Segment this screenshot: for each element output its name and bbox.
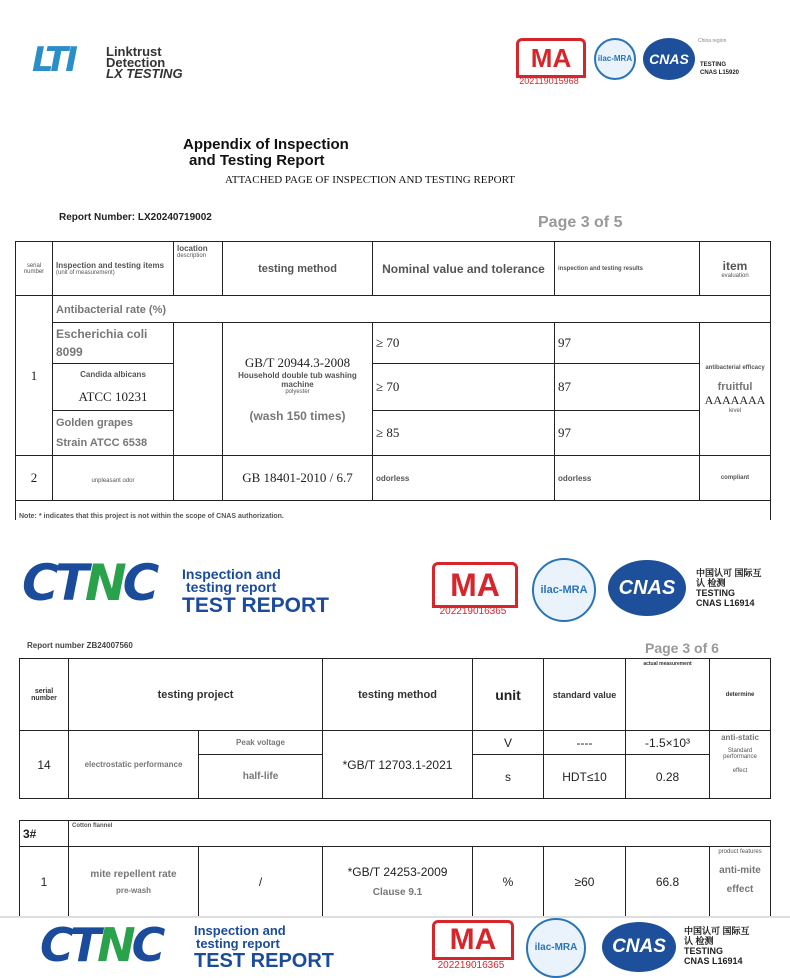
linktrust-logo-text: LTI xyxy=(32,40,75,80)
ctc-report-header-repeat xyxy=(0,918,790,978)
ma-certification-icon xyxy=(516,38,586,78)
table-row xyxy=(16,411,771,456)
standard-2: HDT≤10 xyxy=(544,755,626,799)
ma-certification-icon: MA xyxy=(432,562,518,608)
header-item-evaluation: item evaluation xyxy=(700,242,771,296)
method-cell: GB/T 20944.3-2008 Household double tub washing machine polyester (wash 150 times) xyxy=(223,323,373,456)
ctc-logo: CTNC xyxy=(40,918,162,972)
company-line-3: LX TESTING xyxy=(106,66,183,81)
antibacterial-rate-label: Antibacterial rate (%) xyxy=(53,296,771,323)
location-cell xyxy=(174,456,223,501)
table-row xyxy=(16,323,771,364)
header-nominal: Nominal value and tolerance xyxy=(373,242,555,296)
header-serial: serial number xyxy=(16,242,53,296)
cnas-code: CNAS L15920 xyxy=(700,70,740,76)
standard-1: ---- xyxy=(544,731,626,755)
table-row xyxy=(16,456,771,501)
method-cell: *GB/T 24253-2009 Clause 9.1 xyxy=(323,847,473,917)
row-number: 14 xyxy=(20,731,69,799)
cnas-region: China region xyxy=(698,38,727,44)
sample-description: Cotton flannel xyxy=(69,821,771,847)
header-method: testing method xyxy=(323,659,473,731)
ctc-test-report xyxy=(0,548,790,918)
ma-mark: MA xyxy=(530,43,572,73)
ctc-logo: CTNC xyxy=(22,554,156,612)
ilac-mra-icon: ilac-MRA xyxy=(532,558,596,622)
table-row xyxy=(20,731,771,755)
linktrust-company-name xyxy=(106,46,183,79)
unit-s: s xyxy=(473,755,544,799)
nominal-odor: odorless xyxy=(373,456,555,501)
odor-item-cell: unpleasant odor xyxy=(53,456,174,501)
header-determine: determine xyxy=(710,659,771,731)
row-number: 1 xyxy=(16,296,53,456)
row-number: 1 xyxy=(20,847,69,917)
header-results: inspection and testing results xyxy=(555,242,700,296)
page-indicator: Page 3 of 5 xyxy=(538,214,623,231)
candida-cell: Candida albicans ATCC 10231 xyxy=(53,364,174,411)
electrostatic-cell: electrostatic performance xyxy=(69,731,199,799)
header-items: Inspection and testing items (unit of measurement) xyxy=(53,242,174,296)
header-serial: serial number xyxy=(20,659,69,731)
header-method: testing method xyxy=(223,242,373,296)
evaluation-odor: compliant xyxy=(700,456,771,501)
half-life-cell: half-life xyxy=(199,755,323,799)
golden-grapes-cell: Golden grapes Strain ATCC 6538 xyxy=(53,411,174,456)
location-cell xyxy=(174,323,223,456)
table-row xyxy=(20,847,771,917)
table-header-row xyxy=(16,242,771,296)
note-row xyxy=(16,501,771,521)
cnas-accreditation: 中国认可 国际互认 检测 TESTING CNAS L16914 xyxy=(696,568,762,608)
cnas-testing: TESTING xyxy=(700,62,727,68)
inspection-table xyxy=(15,241,771,520)
result-3: 97 xyxy=(555,411,700,456)
ecoli-cell: Escherichia coli 8099 xyxy=(53,323,174,364)
header-unit: unit xyxy=(473,659,544,731)
appendix-title xyxy=(183,137,349,169)
table-row xyxy=(16,364,771,411)
actual-1: -1.5×10³ xyxy=(626,731,710,755)
report-number: Report number ZB24007560 xyxy=(27,641,133,650)
ilac-label: ilac-MRA xyxy=(597,54,633,63)
header-actual: actual measurement xyxy=(626,659,710,731)
determine-cell: anti-static Standard performance effect xyxy=(710,731,771,799)
linktrust-logo xyxy=(32,40,75,80)
row-number: 2 xyxy=(16,456,53,501)
table-header-row xyxy=(20,659,771,731)
mite-project-cell: mite repellent rate pre-wash xyxy=(69,847,199,917)
slash-cell: / xyxy=(199,847,323,917)
header-location: location description xyxy=(174,242,223,296)
company-line-1: Linktrust xyxy=(106,44,162,59)
actual-mite: 66.8 xyxy=(626,847,710,917)
nominal-2: ≥ 70 xyxy=(373,364,555,411)
cnas-icon xyxy=(643,38,695,80)
cnas-accreditation xyxy=(700,61,739,77)
test-report-table xyxy=(19,658,771,917)
title-line-1: Appendix of Inspection xyxy=(183,136,349,153)
method-cell: *GB/T 12703.1-2021 xyxy=(323,731,473,799)
page-indicator: Page 3 of 6 xyxy=(645,640,719,656)
cnas-note: Note: * indicates that this project is not within the scope of CNAS authorization. xyxy=(16,501,771,521)
title-line-2: and Testing Report xyxy=(189,152,325,169)
ma-number: 202219016365 xyxy=(437,960,505,971)
sample-row xyxy=(20,821,771,847)
table-row xyxy=(16,296,771,323)
ctc-subtitle: Inspection and testing report TEST REPORT xyxy=(194,923,335,972)
company-line-2: Detection xyxy=(106,55,166,70)
nominal-1: ≥ 70 xyxy=(373,323,555,364)
peak-voltage-cell: Peak voltage xyxy=(199,731,323,755)
unit-percent: % xyxy=(473,847,544,917)
appendix-subtitle: ATTACHED PAGE OF INSPECTION AND TESTING REPORT xyxy=(225,174,515,186)
ma-number: 202119015968 xyxy=(519,76,579,86)
cnas-icon: CNAS xyxy=(602,922,676,972)
ilac-mra-icon: ilac-MRA xyxy=(526,918,586,978)
cnas-icon: CNAS xyxy=(608,560,686,616)
ma-certification-icon: MA xyxy=(432,920,514,960)
report-number: Report Number: LX20240719002 xyxy=(59,212,212,223)
standard-mite: ≥60 xyxy=(544,847,626,917)
actual-2: 0.28 xyxy=(626,755,710,799)
header-standard: standard value xyxy=(544,659,626,731)
header-project: testing project xyxy=(69,659,323,731)
result-odor: odorless xyxy=(555,456,700,501)
sample-number: 3# xyxy=(20,821,69,847)
cnas-label: CNAS xyxy=(649,51,689,67)
method-cell: GB 18401-2010 / 6.7 xyxy=(223,456,373,501)
determine-cell: product features anti-mite effect xyxy=(710,847,771,917)
cnas-accreditation: 中国认可 国际互认 检测 TESTING CNAS L16914 xyxy=(684,926,750,966)
result-2: 87 xyxy=(555,364,700,411)
result-1: 97 xyxy=(555,323,700,364)
ilac-mra-icon xyxy=(594,38,636,80)
spacer-row xyxy=(20,799,771,821)
unit-v: V xyxy=(473,731,544,755)
nominal-3: ≥ 85 xyxy=(373,411,555,456)
evaluation-cell: antibacterial efficacy fruitful AAAAAAA level xyxy=(700,323,771,456)
ctc-subtitle: Inspection and testing report TEST REPORT xyxy=(182,566,330,617)
ma-number: 202219016365 xyxy=(439,606,507,617)
